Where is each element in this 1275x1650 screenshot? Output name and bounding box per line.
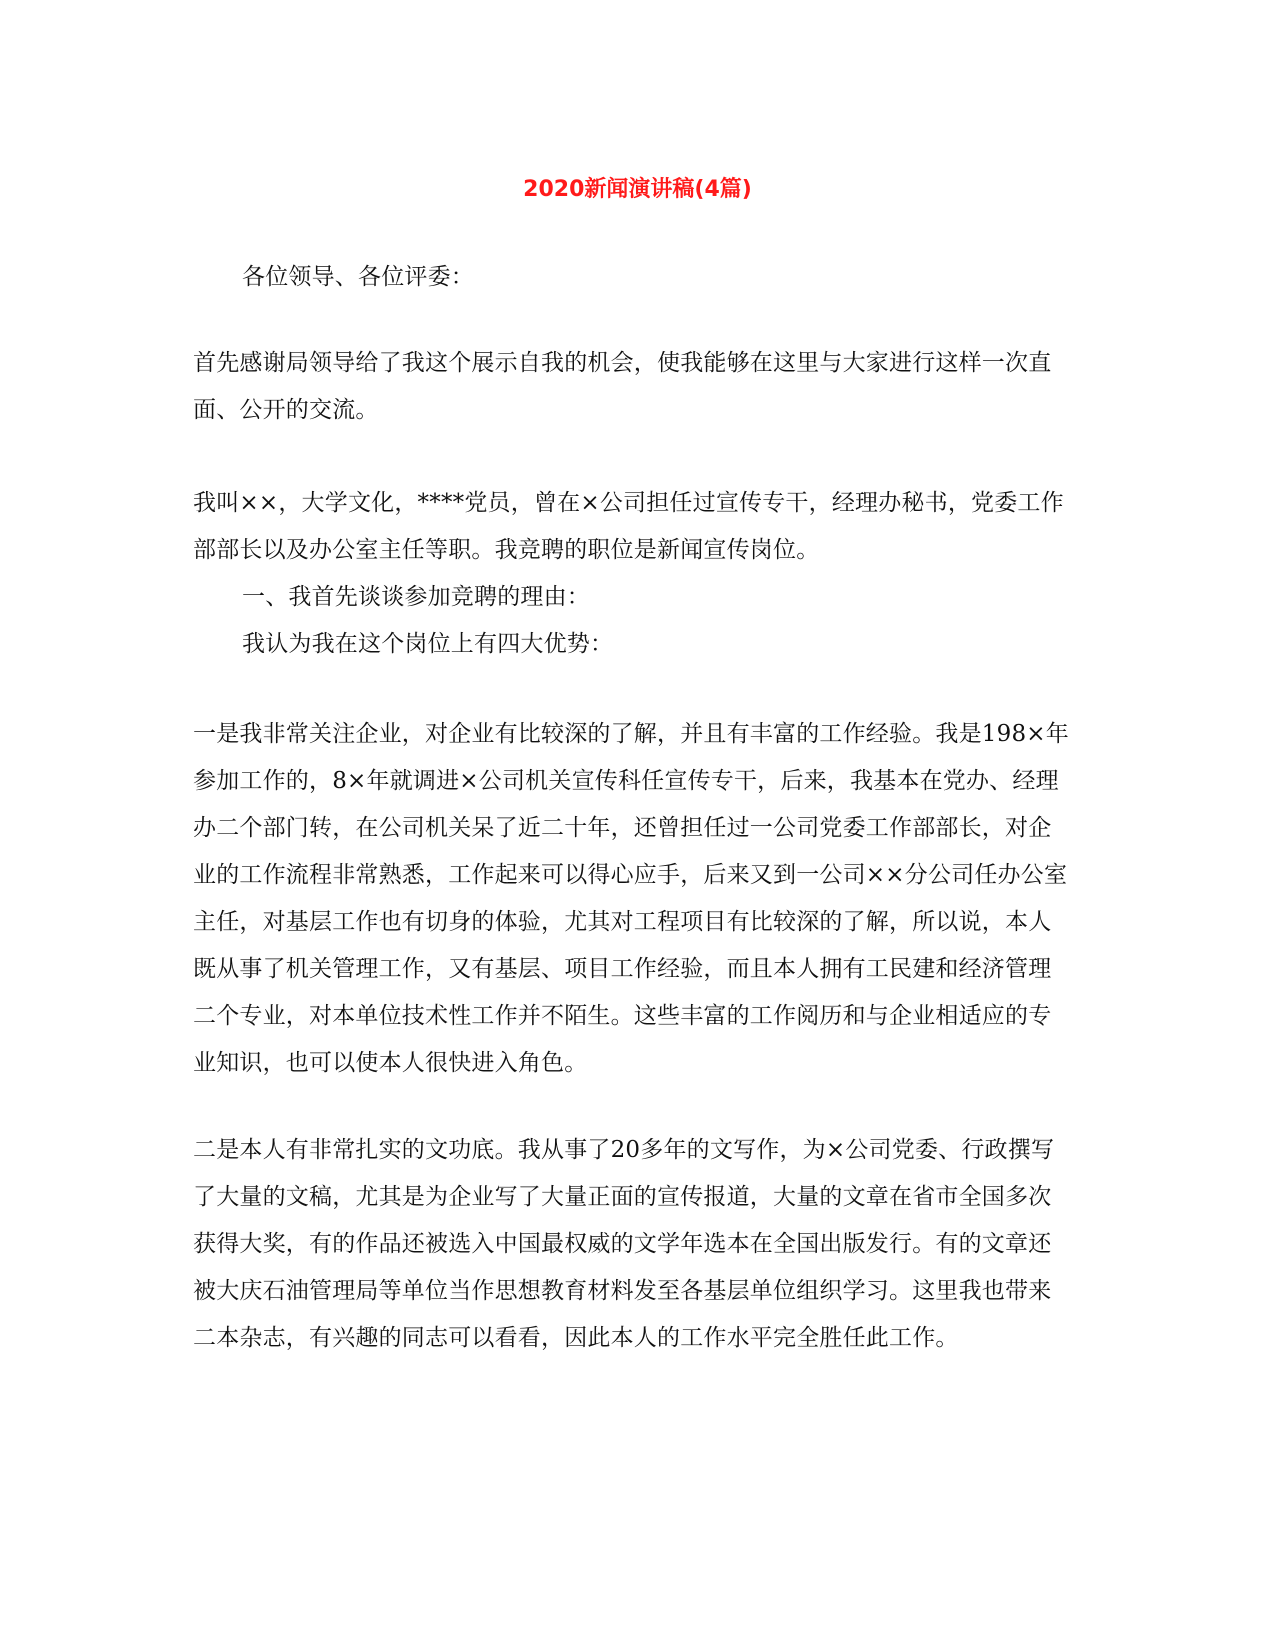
paragraph-text: 我叫××，大学文化，****党员，曾在×公司担任过宣传专干，经理办秘书，党委工作部部长以及办公室主任等职。我竞聘的职位是新闻宣传岗位。 (193, 490, 1064, 563)
paragraph-text: 二是本人有非常扎实的文功底。我从事了20多年的文写作，为×公司党委、行政撰写了大量的文稿，尤其是为企业写了大量正面的宣传报道，大量的文章在省市全国多次获得大奖，有的作品还被选入中国最权威的文学年选本在全国出版发行。有的文章还被大庆石油管理局等单位当作思想教育材料发至各基层单位组织学习。这里我也带来二本杂志，有兴趣的同志可以看看，因此本人的工作水平完全胜任此工作。 (193, 1137, 1055, 1351)
paragraph-intro (193, 340, 1073, 434)
document-title: 2020新闻演讲稿(4篇) (523, 177, 752, 202)
paragraph-self-introduction (193, 480, 1073, 574)
salutation (193, 254, 1122, 301)
salutation-text: 各位领导、各位评委： (242, 264, 474, 290)
paragraph-text: 我认为我在这个岗位上有四大优势： (242, 631, 614, 657)
paragraph-advantage-two (193, 1127, 1073, 1362)
paragraph-text: 首先感谢局领导给了我这个展示自我的机会，使我能够在这里与大家进行这样一次直面、公开的交流。 (193, 350, 1052, 423)
section-heading (193, 574, 1122, 621)
paragraph-advantages-lead (193, 621, 1122, 668)
section-heading-text: 一、我首先谈谈参加竞聘的理由： (242, 584, 590, 610)
paragraph-advantage-one (193, 711, 1073, 1087)
paragraph-text: 一是我非常关注企业，对企业有比较深的了解，并且有丰富的工作经验。我是198×年参加工作的，8×年就调进×公司机关宣传科任宣传专干，后来，我基本在党办、经理办二个部门转，在公司机关呆了近二十年，还曾担任过一公司党委工作部部长，对企业的工作流程非常熟悉，工作起来可以得心应手，后来又到一公司××分公司任办公室主任，对基层工作也有切身的体验，尤其对工程项目有比较深的了解，所以说，本人既从事了机关管理工作，又有基层、项目工作经验，而且本人拥有工民建和经济管理二个专业，对本单位技术性工作并不陌生。这些丰富的工作阅历和与企业相适应的专业知识，也可以使本人很快进入角色。 (193, 721, 1069, 1076)
